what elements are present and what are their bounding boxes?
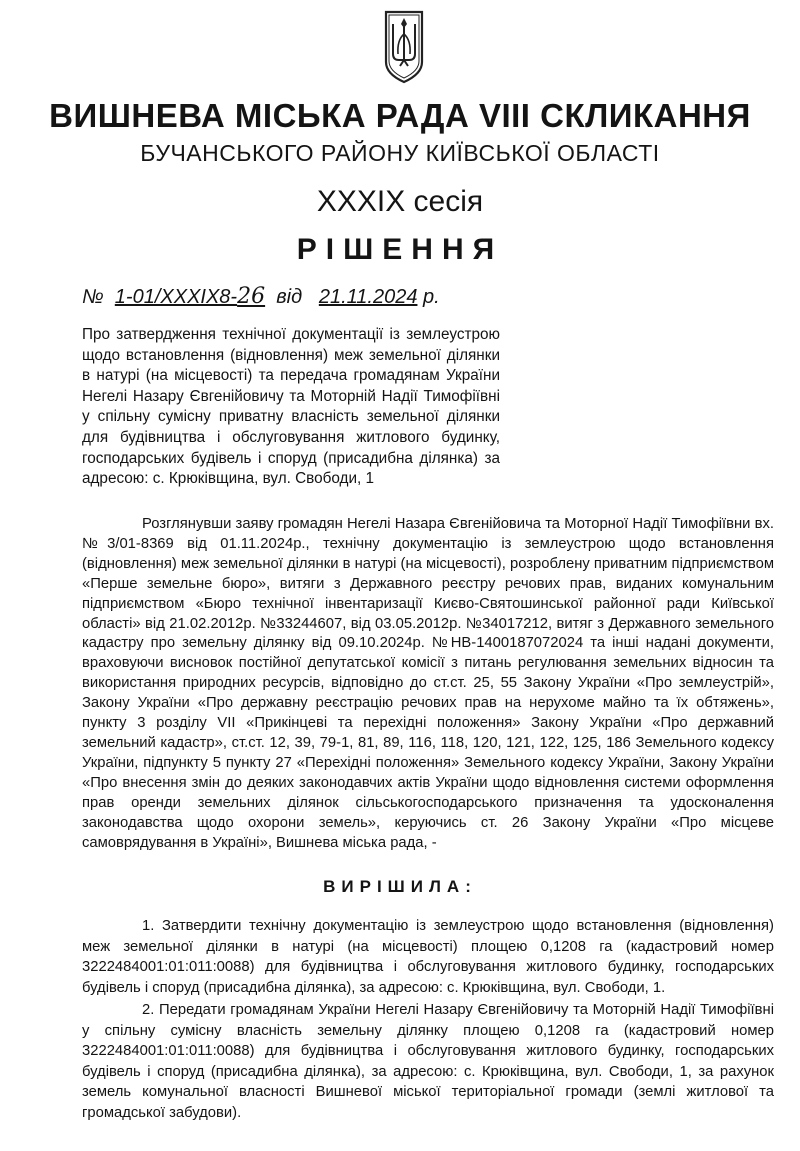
year-suffix: р. bbox=[423, 286, 440, 308]
resolution-point-1: 1. Затвердити технічну документацію із землеустрою щодо встановлення (відновлення) меж земельної ділянки в натурі (на місцевості) площею 0,1208 га (кадастровий номер 3222484001:01:011:0088) для будівництва і обслуговування житлового будинку, господарських будівель і споруд (присадибна ділянка), за адресою: с. Крюківщина, вул. Свободи, 1. bbox=[82, 918, 774, 996]
council-title: ВИШНЕВА МІСЬКА РАДА VIII СКЛИКАННЯ bbox=[49, 97, 751, 134]
document-number bbox=[82, 284, 440, 309]
from-label: від bbox=[276, 286, 303, 308]
decision-subject: Про затвердження технічної документації із землеустрою щодо встановлення (відновлення) меж земельної ділянки в натурі (на місцевості) та передача громадянам України Негелі Назару Євгенійовичу та Моторній Надії Тимофіївні у спільну сумісну приватну власність земельної ділянки для будівництва і обслуговування житлового будинку, господарських будівель і споруд (присадибна ділянка) за адресою: с. Крюківщина, вул. Свободи, 1 bbox=[82, 326, 500, 488]
document-date: 21.11.2024 bbox=[318, 286, 418, 308]
number-value: 1-01/XXXIX8- bbox=[114, 286, 238, 308]
coat-of-arms-trident-icon bbox=[383, 10, 425, 84]
decision-title: РІШЕННЯ bbox=[296, 233, 504, 266]
number-sign: № bbox=[82, 286, 104, 308]
session-label: XXXIX сесія bbox=[316, 185, 484, 218]
resolution-point-2: 2. Передати громадянам України Негелі Назару Євгенійовичу та Моторній Надії Тимофіївні у спільну сумісну власність земельну ділянку площею 0,1208 га (кадастровий номер 3222484001:01:011:0088) для будівництва і обслуговування житлового будинку, господарських будівель і споруд (присадибна ділянка), за адресою: с. Крюківщина, вул. Свободи, 1, за рахунок земель комунальної власності Вишневої міської територіальної громади (землі житлової та громадської забудови). bbox=[82, 1002, 774, 1121]
handwritten-number: 26 bbox=[237, 284, 266, 309]
preamble-paragraph: Розглянувши заяву громадян Негелі Назара Євгенійовича та Моторної Надії Тимофіївни вх.№3/01-8369 від 01.11.2024р., технічну документацію із землеустрою щодо встановлення (відновлення) меж земельної ділянки в натурі (на місцевості), розроблену приватним підприємством «Перше земельне бюро», витяги з Державного реєстру речових прав, виданих комунальним підприємством «Бюро технічної інвентаризації Києво-Святошинської районної ради Київської області» від 21.02.2012р. №33244607, від 03.05.2012р. №34017212, витяг з Державного земельного кадастру про земельну ділянку від 09.10.2024р. №НВ-1400187072024 та інші надані документи, враховуючи висновок постійної депутатської комісії з питань регулювання земельних відносин та використання природних ресурсів, відповідно до ст.ст. 25, 55 Закону України «Про землеустрій», Закону України «Про державну реєстрацію речових прав на нерухоме майно та їх обтяжень», пункту 3 розділу VII «Прикінцеві та перехідні положення» Закону України «Про державний земельний кадастр», ст.ст. 12, 39, 79-1, 81, 89, 116, 118, 120, 121, 122, 125, 186 Земельного кодексу України, підпункту 5 пункту 27 «Перехідні положення» Земельного кодексу України, Закону України «Про внесення змін до деяких законодавчих актів України щодо відновлення системи оформлення прав оренди земельних ділянок сільськогосподарського призначення та удосконалення законодавства щодо охорони земель», керуючись ст. 26 Закону України «Про місцеве самоврядування в Україні», Вишнева міська рада, - bbox=[82, 516, 774, 851]
council-subtitle: БУЧАНСЬКОГО РАЙОНУ КИЇВСЬКОЇ ОБЛАСТІ bbox=[140, 140, 660, 166]
resolved-heading: ВИРІШИЛА: bbox=[323, 877, 477, 896]
